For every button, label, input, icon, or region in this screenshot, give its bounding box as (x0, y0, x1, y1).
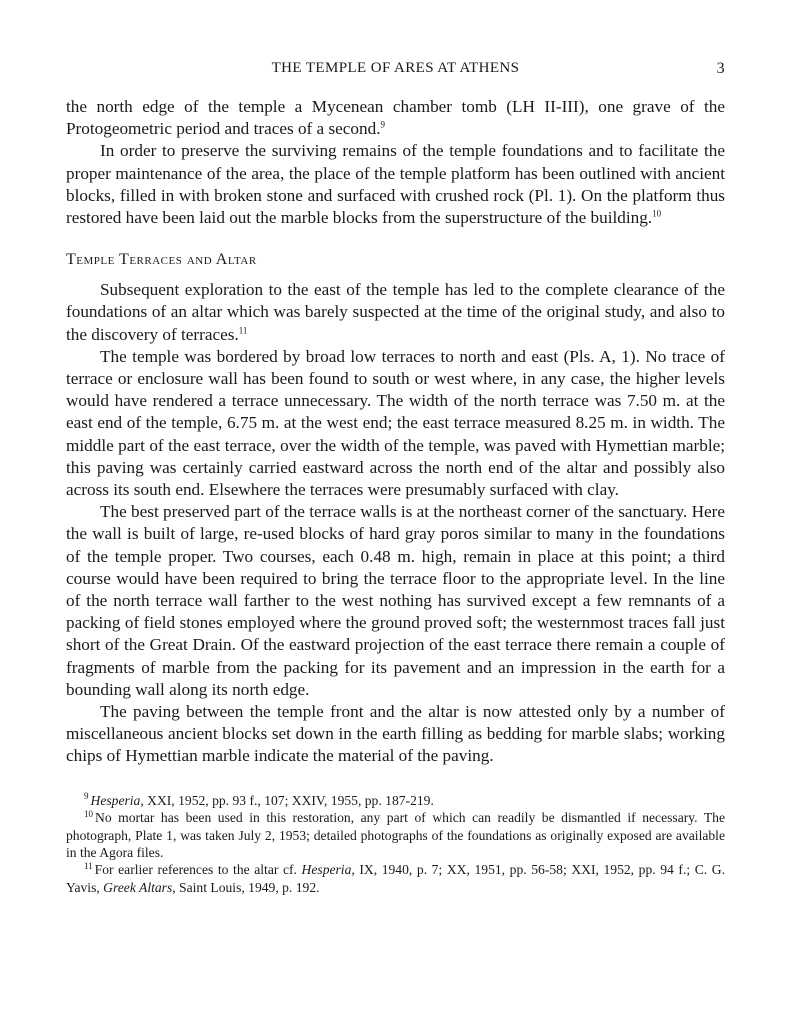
paragraph-4: The temple was bordered by broad low terraces to north and east (Pls. A, 1). No trace of terrace or enclosure wall has been found to south or west where, in any case, the higher levels would have rendered a terrace unnecessary. The width of the north terrace was 7.50 m. at the east end of the temple, 6.75 m. at the west end; the east terrace measured 8.25 m. in width. The middle part of the east terrace, over the width of the temple, was paved with Hymettian marble; this paving was certainly carried eastward across the north end of the altar and possibly also across its south end. Elsewhere the terraces were presumably surfaced with clay. (66, 346, 725, 500)
paragraph-2-text: In order to preserve the surviving remains of the temple foundations and to facilitate the proper maintenance of the area, the place of the temple platform has been outlined with ancient blocks, filled in with broken stone and surfaced with crushed rock (Pl. 1). On the platform thus restored have been laid out the marble blocks from the superstructure of the building. (66, 141, 725, 228)
running-title: THE TEMPLE OF ARES AT ATHENS (271, 60, 520, 76)
footnote-10 (66, 809, 725, 861)
footnote-11-journal: Hesperia (301, 862, 352, 878)
page-number: 3 (716, 60, 725, 77)
footnote-mark-10: 10 (84, 808, 93, 819)
paragraph-3 (66, 279, 725, 346)
footnote-mark-9: 9 (84, 791, 89, 802)
section-heading: Temple Terraces and Altar (66, 251, 257, 269)
body-text (66, 96, 725, 768)
footnote-9 (66, 792, 725, 809)
footnote-11-text-b: , IX, 1940, p. 7; XX, 1951, pp. 56-58; XXI, 1952, pp. 94 f.; C. G. Yavis, (66, 862, 725, 895)
page (66, 58, 725, 896)
footnotes (66, 792, 725, 896)
paragraph-3-text: Subsequent exploration to the east of the temple has led to the complete clearance of the foundations of an altar which was barely suspected at the time of the original study, and also to the discovery of terraces. (66, 280, 725, 344)
footnote-9-journal: Hesperia (90, 792, 141, 808)
footnote-11 (66, 861, 725, 896)
footnote-11-book: Greek Altars (103, 879, 173, 895)
paragraph-1-text: the north edge of the temple a Mycenean chamber tomb (LH II-III), one grave of the Protogeometric period and traces of a second. (66, 97, 725, 139)
footnote-11-text-a: For earlier references to the altar cf. (94, 862, 302, 878)
paragraph-6: The paving between the temple front and the altar is now attested only by a number of miscellaneous ancient blocks set down in the earth filling as bedding for marble slabs; working chips of Hymettian marble indicate the material of the paving. (66, 702, 725, 766)
running-header (66, 58, 725, 82)
paragraph-5: The best preserved part of the terrace walls is at the northeast corner of the sanctuary. Here the wall is built of large, re-used blocks of hard gray poros similar to many in the foundations of the temple proper. Two courses, each 0.48 m. high, remain in place at this point; a third course would have been required to bring the terrace floor to the appropriate level. In the line of the north terrace wall farther to the west nothing has survived except a few remnants of a packing of field stones employed where the ground proved soft; the westernmost traces fall just short of the Great Drain. Of the eastward projection of the east terrace there remain a couple of fragments of marble from the packing for its pavement and an impression in the earth for a bounding wall along its north edge. (66, 502, 725, 699)
paragraph-2 (66, 140, 725, 229)
footnote-9-text: , XXI, 1952, pp. 93 f., 107; XXIV, 1955, pp. 187-219. (140, 792, 434, 808)
footnote-10-text: No mortar has been used in this restoration, any part of which can readily be dismantled if necessary. The photograph, Plate 1, was taken July 2, 1953; detailed photographs of the foundations as originally exposed are available in the Agora files. (66, 810, 725, 860)
footnote-ref-10: 10 (652, 208, 662, 219)
footnote-ref-9: 9 (380, 119, 386, 130)
footnote-separator (66, 768, 725, 786)
paragraph-1 (66, 96, 725, 140)
footnote-11-text-c: , Saint Louis, 1949, p. 192. (172, 879, 320, 895)
footnote-ref-11: 11 (238, 324, 248, 335)
footnote-mark-11: 11 (84, 860, 93, 871)
